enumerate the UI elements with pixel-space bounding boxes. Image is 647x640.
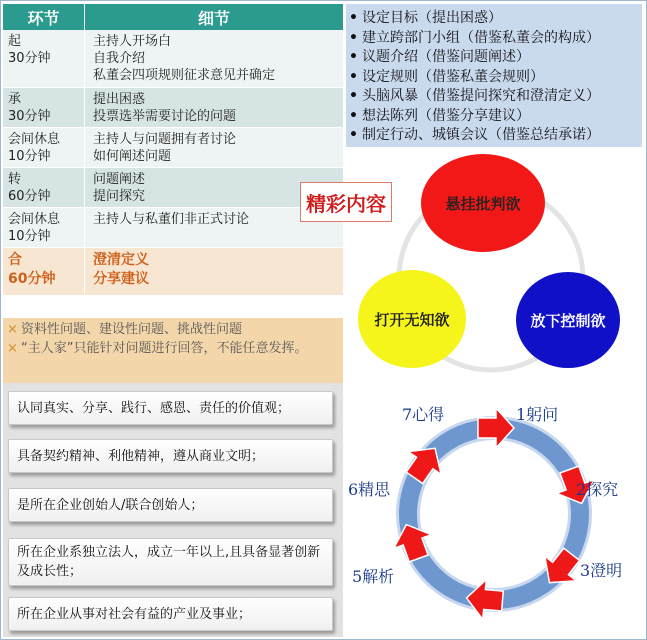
- cycle-step-1: 1躬问: [516, 405, 559, 424]
- step-item: [349, 126, 642, 146]
- step-text: 建立跨部门小组（借鉴私董会的构成）: [362, 29, 600, 46]
- stage-text: 60分钟: [8, 189, 51, 204]
- details-text: 主持人开场白: [93, 34, 172, 49]
- step-text: 制定行动、城镇会议（借鉴总结承诺）: [362, 127, 600, 143]
- criteria-item: 具备契约精神、利他精神，遵从商业文明；: [8, 439, 333, 473]
- stage-text: 会间休息: [8, 132, 61, 147]
- bullet-icon: •: [349, 127, 358, 143]
- step-item: [349, 68, 642, 88]
- table-row: [3, 30, 343, 88]
- circle-open-ignorance: 打开无知欲: [358, 270, 466, 368]
- stage-text: 承: [8, 92, 22, 107]
- criteria-item: 所在企业系独立法人，成立一年以上,且具备显著创新及成长性；: [8, 538, 333, 586]
- cycle-step-5: 5解析: [352, 567, 395, 586]
- details-text: 问题阐述: [93, 172, 146, 187]
- header-stage: 环节: [3, 4, 85, 30]
- step-text: 想法陈列（借鉴分享建议）: [362, 107, 530, 124]
- bullet-icon: •: [349, 68, 358, 85]
- stage-cell: [3, 208, 85, 247]
- cycle-step-3: 3澄明: [580, 561, 623, 580]
- table-row: [3, 88, 343, 128]
- bullet-icon: •: [349, 49, 358, 65]
- stage-text: 转: [8, 172, 22, 187]
- stage-text: 会间休息: [8, 212, 61, 227]
- criteria-item: 是所在企业创始人/联合创始人；: [8, 488, 333, 522]
- highlight-label: 精彩内容: [300, 182, 392, 222]
- table-row: [3, 208, 343, 248]
- stage-text: 10分钟: [8, 229, 51, 244]
- stage-text: 10分钟: [8, 149, 51, 164]
- stage-text: 30分钟: [8, 51, 51, 66]
- cross-bullet-icon: ×: [7, 341, 18, 356]
- stage-text: 30分钟: [8, 109, 51, 124]
- note-item: [7, 320, 339, 339]
- criteria-item: 认同真实、分享、践行、感恩、责任的价值观；: [8, 391, 333, 425]
- cycle-arrow-icon: [478, 408, 514, 448]
- details-text: 分享建议: [93, 271, 149, 287]
- table-header: [3, 4, 343, 30]
- details-text: 主持人与问题拥有者讨论: [93, 132, 237, 147]
- details-text: 如何阐述问题: [93, 149, 172, 164]
- step-item: [349, 29, 642, 49]
- stage-cell: [3, 168, 85, 207]
- stage-cell: [3, 30, 85, 87]
- table-row: [3, 128, 343, 168]
- details-text: 投票选举需要讨论的问题: [93, 109, 237, 124]
- bullet-icon: •: [349, 29, 358, 46]
- circle-release-control: 放下控制欲: [516, 272, 620, 368]
- details-cell: [85, 88, 343, 127]
- cycle-step-2: 2探究: [576, 480, 619, 499]
- header-details: 细节: [197, 8, 230, 28]
- cycle-diagram: [346, 388, 642, 638]
- stage-cell: [3, 128, 85, 167]
- step-text: 头脑风暴（借鉴提问探究和澄清定义）: [362, 88, 600, 104]
- details-text: 提问探究: [93, 189, 146, 204]
- table-row: [3, 168, 343, 208]
- stage-text: 起: [8, 34, 22, 49]
- stage-text: 60分钟: [8, 271, 56, 287]
- cycle-step-7: 7心得: [402, 405, 445, 424]
- step-item: [349, 87, 642, 107]
- step-text: 议题介绍（借鉴问题阐述）: [362, 49, 530, 65]
- bullet-icon: •: [349, 107, 358, 124]
- stage-cell: [3, 88, 85, 127]
- step-text: 设定目标（提出困惑）: [362, 10, 502, 26]
- note-item: [7, 339, 339, 358]
- details-text: 提出困惑: [93, 92, 146, 107]
- criteria-list: [3, 383, 343, 637]
- step-item: [349, 48, 642, 68]
- bullet-icon: •: [349, 10, 358, 26]
- details-text: 私董会四项规则征求意见并确定: [93, 68, 276, 83]
- details-text: 主持人与私董们非正式讨论: [93, 212, 250, 227]
- details-text: 澄清定义: [93, 252, 149, 268]
- stage-text: 合: [8, 252, 22, 268]
- step-text: 设定规则（借鉴私董会规则）: [362, 68, 544, 85]
- step-item: [349, 9, 642, 29]
- cycle-ring: [346, 388, 642, 638]
- details-cell: [85, 30, 343, 87]
- criteria-item: 所在企业从事对社会有益的产业及事业；: [8, 597, 333, 631]
- details-text: 自我介绍: [93, 51, 146, 66]
- step-item: [349, 107, 642, 127]
- table-body: [3, 30, 343, 296]
- note-text: 资料性问题、建设性问题、挑战性问题: [21, 322, 243, 337]
- steps-list: [346, 4, 642, 147]
- details-cell: [85, 248, 343, 295]
- cycle-step-6: 6精思: [348, 480, 391, 499]
- bullet-icon: •: [349, 88, 358, 104]
- cross-bullet-icon: ×: [7, 322, 18, 337]
- stage-cell: [3, 248, 85, 295]
- schedule-table: [3, 4, 343, 296]
- table-row: [3, 248, 343, 296]
- question-notes: [3, 318, 343, 383]
- details-cell: [85, 128, 343, 167]
- note-text: “主人家”只能针对问题进行回答，不能任意发挥。: [21, 341, 308, 356]
- circle-suspend-judgment: 悬挂批判欲: [421, 154, 545, 252]
